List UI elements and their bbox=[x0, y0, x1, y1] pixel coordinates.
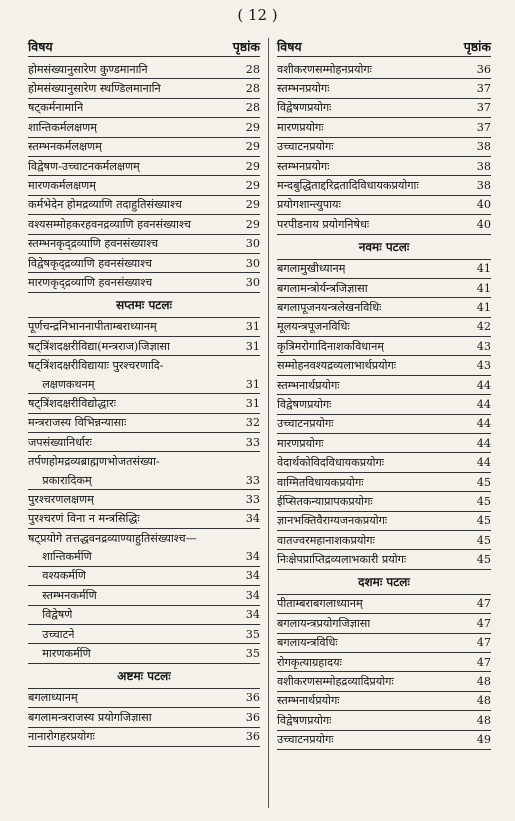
chapter-heading: सप्तमः पटलः bbox=[28, 293, 260, 318]
subject-heading: विषय bbox=[28, 39, 53, 54]
toc-entry bbox=[28, 708, 260, 727]
entry-page-number: 43 bbox=[476, 339, 491, 353]
toc-entry bbox=[28, 79, 260, 98]
entry-page-number: 28 bbox=[245, 101, 260, 115]
entry-page-number: 38 bbox=[476, 159, 491, 173]
toc-entry bbox=[277, 473, 491, 492]
entry-page-number: 48 bbox=[476, 675, 491, 689]
entry-title: वश्यसम्मोहकरहवनद्रव्याणि हवनसंख्याश्च bbox=[28, 217, 191, 231]
toc-entry bbox=[28, 606, 260, 625]
entry-page-number: 49 bbox=[476, 733, 491, 747]
entry-title: विद्वेषणप्रयोगः bbox=[277, 397, 332, 411]
entry-title: प्रयोगशान्त्युपायः bbox=[277, 198, 341, 212]
entry-page-number: 29 bbox=[245, 217, 260, 231]
toc-entry bbox=[277, 531, 491, 550]
entry-title: तर्पणहोमद्रव्यब्राह्मणभोजतसंख्या- bbox=[28, 455, 160, 469]
entry-title: स्तम्भनप्रयोगः bbox=[277, 82, 330, 96]
entry-page-number: 36 bbox=[245, 710, 260, 724]
entry-page-number: 37 bbox=[476, 82, 491, 96]
entry-title: ईप्सितकन्याप्रापकप्रयोगः bbox=[277, 494, 373, 508]
entry-title: विद्वेषणप्रयोगः bbox=[277, 101, 332, 115]
toc-entry bbox=[28, 728, 260, 747]
entry-page-number: 48 bbox=[476, 694, 491, 708]
entry-page-number: 28 bbox=[245, 82, 260, 96]
chapter-heading: दशमः पटलः bbox=[277, 570, 491, 595]
toc-entry bbox=[277, 653, 491, 672]
entry-title: बगलाध्यानम् bbox=[28, 691, 78, 705]
entry-title: पूर्णचन्द्रनिभाननापीताम्बराध्यानम् bbox=[28, 320, 157, 334]
toc-entries bbox=[277, 60, 491, 750]
page-heading: पृष्ठांक bbox=[463, 39, 491, 54]
entry-title: निःक्षेपप्राप्तिद्रव्यलाभकारी प्रयोगः bbox=[277, 553, 407, 567]
toc-entry bbox=[277, 260, 491, 279]
entry-title: उच्चाटनप्रयोगः bbox=[277, 417, 334, 431]
entry-title: विद्वेषणे bbox=[28, 608, 73, 622]
entry-page-number: 45 bbox=[476, 494, 491, 508]
entry-page-number: 45 bbox=[476, 514, 491, 528]
entry-page-number: 30 bbox=[245, 275, 260, 289]
column-header bbox=[28, 38, 260, 57]
toc-entry bbox=[28, 273, 260, 292]
entry-title: स्तम्भनकृद्द्रव्याणि हवनसंख्याश्च bbox=[28, 237, 159, 251]
entry-title: नानारोगहरप्रयोगः bbox=[28, 730, 95, 744]
toc-entry bbox=[277, 60, 491, 79]
entry-title: पुरश्चरणलक्षणम् bbox=[28, 492, 94, 506]
toc-entry bbox=[28, 547, 260, 566]
entry-title: मारणप्रयोगः bbox=[277, 120, 324, 134]
entry-page-number: 28 bbox=[245, 62, 260, 76]
entry-title: लक्षणकथनम् bbox=[28, 377, 95, 391]
chapter-heading: नवमः पटलः bbox=[277, 235, 491, 260]
entry-page-number: 45 bbox=[476, 533, 491, 547]
entry-page-number: 47 bbox=[476, 655, 491, 669]
entry-page-number: 30 bbox=[245, 256, 260, 270]
entry-title: परपीडनाय प्रयोगनिषेधः bbox=[277, 217, 370, 231]
entry-title: षट्त्रिंशदक्षरीविद्योद्धारः bbox=[28, 396, 116, 410]
entry-page-number: 41 bbox=[476, 300, 491, 314]
entry-title: स्तम्भनार्थप्रयोगः bbox=[277, 694, 340, 708]
toc-entry bbox=[28, 176, 260, 195]
entry-title: कृत्रिमरोगादिनाशकविधानम् bbox=[277, 339, 384, 353]
entry-title: बगलायन्त्रविधिः bbox=[277, 636, 338, 650]
entry-title: उच्चाटनप्रयोगः bbox=[277, 733, 334, 747]
entry-page-number: 35 bbox=[245, 647, 260, 661]
entry-title: मन्त्रराजस्य विभिन्नन्यासाः bbox=[28, 416, 127, 430]
toc-entry bbox=[28, 433, 260, 452]
entry-title: शान्तिकर्मलक्षणम् bbox=[28, 120, 97, 134]
entry-title: बगलामन्त्रोर्यन्त्रजिज्ञासा bbox=[277, 281, 368, 295]
toc-entry bbox=[277, 614, 491, 633]
entry-page-number: 44 bbox=[476, 378, 491, 392]
entry-page-number: 45 bbox=[476, 553, 491, 567]
entry-title: पीताम्बराबगलाध्यानम् bbox=[277, 597, 363, 611]
toc-entry bbox=[277, 711, 491, 730]
toc-entry bbox=[28, 490, 260, 509]
toc-right-column bbox=[277, 38, 491, 750]
toc-entry bbox=[28, 567, 260, 586]
toc-entry bbox=[277, 79, 491, 98]
entry-title: वाग्मितविधायकप्रयोगः bbox=[277, 475, 364, 489]
toc-entry bbox=[28, 644, 260, 663]
entry-title: पुरश्चरणं विना न मन्त्रसिद्धिः bbox=[28, 512, 140, 526]
toc-entry bbox=[277, 279, 491, 298]
toc-entry bbox=[277, 215, 491, 234]
toc-entry bbox=[28, 138, 260, 157]
toc-entry bbox=[28, 157, 260, 176]
entry-page-number: 41 bbox=[476, 281, 491, 295]
column-divider bbox=[268, 38, 269, 808]
toc-entry bbox=[277, 453, 491, 472]
entry-page-number: 47 bbox=[476, 636, 491, 650]
toc-entry bbox=[277, 196, 491, 215]
toc-entry bbox=[28, 471, 260, 490]
toc-entry bbox=[277, 634, 491, 653]
entry-title: शान्तिकर्मणि bbox=[28, 550, 92, 564]
entry-title: बगलायन्त्रप्रयोगजिज्ञासा bbox=[277, 616, 371, 630]
toc-left-column bbox=[28, 38, 260, 747]
subject-heading: विषय bbox=[277, 39, 302, 54]
toc-entry bbox=[28, 215, 260, 234]
toc-entry bbox=[277, 395, 491, 414]
toc-entry bbox=[28, 689, 260, 708]
toc-entry bbox=[277, 731, 491, 750]
entry-title: स्तम्भनकर्मलक्षणम् bbox=[28, 140, 102, 154]
entry-page-number: 34 bbox=[245, 608, 260, 622]
entry-title: सम्मोहनवश्यद्रव्यलाभार्थप्रयोगः bbox=[277, 359, 397, 373]
entry-title: उच्चाटनप्रयोगः bbox=[277, 140, 334, 154]
entry-page-number: 40 bbox=[476, 198, 491, 212]
entry-title: मारणप्रयोगः bbox=[277, 436, 324, 450]
toc-entry bbox=[28, 337, 260, 356]
entry-page-number: 29 bbox=[245, 140, 260, 154]
entry-page-number: 34 bbox=[245, 512, 260, 526]
entry-page-number: 37 bbox=[476, 120, 491, 134]
entry-page-number: 47 bbox=[476, 597, 491, 611]
entry-page-number: 43 bbox=[476, 359, 491, 373]
toc-entry bbox=[277, 298, 491, 317]
entry-page-number: 48 bbox=[476, 713, 491, 727]
entry-page-number: 47 bbox=[476, 616, 491, 630]
entry-page-number: 36 bbox=[245, 691, 260, 705]
toc-entry bbox=[28, 60, 260, 79]
entry-title: स्तम्भनकर्मणि bbox=[28, 588, 97, 602]
toc-entry bbox=[277, 434, 491, 453]
toc-entry bbox=[28, 235, 260, 254]
entry-title: षट्प्रयोगे तत्तद्धवनद्रव्याण्याहुतिसंख्याश्च— bbox=[28, 531, 197, 545]
chapter-heading: अष्टमः पटलः bbox=[28, 664, 260, 689]
toc-entry bbox=[28, 118, 260, 137]
entry-title: विद्वेषकृद्द्रव्याणि हवनसंख्याश्च bbox=[28, 256, 152, 270]
toc-entry bbox=[277, 550, 491, 569]
entry-title: कर्मभेदेन होमद्रव्याणि तदाहुतिसंख्याश्च bbox=[28, 198, 182, 212]
entry-page-number: 34 bbox=[245, 569, 260, 583]
entry-title: वशीकरणसम्मोहनप्रयोगः bbox=[277, 62, 372, 76]
entry-title: बगलापूजनयन्त्रलेखनविधिः bbox=[277, 300, 382, 314]
entry-title: ज्ञानभक्तिवैराग्यजनकप्रयोगः bbox=[277, 514, 388, 528]
toc-entry bbox=[28, 99, 260, 118]
toc-entry bbox=[277, 356, 491, 375]
entry-title: उच्चाटने bbox=[28, 627, 75, 641]
entry-title: स्तम्भनार्थप्रयोगः bbox=[277, 378, 340, 392]
toc-entry bbox=[277, 118, 491, 137]
entry-title: वातज्वरमहानाशकप्रयोगः bbox=[277, 533, 375, 547]
entry-title: षट्त्रिंशदक्षरीविद्या(मन्त्रराज)जिज्ञासा bbox=[28, 339, 171, 353]
entry-page-number: 36 bbox=[476, 62, 491, 76]
entry-page-number: 44 bbox=[476, 436, 491, 450]
entry-page-number: 29 bbox=[245, 159, 260, 173]
entry-page-number: 41 bbox=[476, 262, 491, 276]
entry-page-number: 31 bbox=[245, 320, 260, 334]
toc-entry bbox=[277, 692, 491, 711]
entry-title: जपसंख्यानिर्धारः bbox=[28, 435, 92, 449]
entry-title: बगलामुखीध्यानम् bbox=[277, 262, 346, 276]
toc-entry bbox=[28, 414, 260, 433]
entry-page-number: 32 bbox=[245, 416, 260, 430]
toc-entries bbox=[28, 60, 260, 747]
toc-entry bbox=[28, 586, 260, 605]
toc-entry bbox=[277, 492, 491, 511]
toc-entry bbox=[28, 318, 260, 337]
toc-entry bbox=[277, 157, 491, 176]
entry-page-number: 33 bbox=[245, 435, 260, 449]
entry-page-number: 40 bbox=[476, 217, 491, 231]
entry-page-number: 44 bbox=[476, 397, 491, 411]
entry-page-number: 34 bbox=[245, 588, 260, 602]
entry-title: स्तम्भनप्रयोगः bbox=[277, 159, 330, 173]
entry-title: प्रकारादिकम् bbox=[28, 473, 92, 487]
toc-entry bbox=[277, 672, 491, 691]
entry-page-number: 29 bbox=[245, 198, 260, 212]
entry-title: मारणकृद्द्रव्याणि हवनसंख्याश्च bbox=[28, 275, 153, 289]
entry-title: वश्यकर्मणि bbox=[28, 569, 86, 583]
toc-entry bbox=[277, 512, 491, 531]
toc-entry bbox=[277, 138, 491, 157]
entry-page-number: 31 bbox=[245, 339, 260, 353]
entry-page-number: 34 bbox=[245, 550, 260, 564]
entry-title: मारणकर्मलक्षणम् bbox=[28, 179, 96, 193]
entry-title: विद्वेषणप्रयोगः bbox=[277, 713, 332, 727]
entry-page-number: 44 bbox=[476, 417, 491, 431]
entry-page-number: 36 bbox=[245, 730, 260, 744]
entry-page-number: 29 bbox=[245, 120, 260, 134]
toc-entry bbox=[277, 595, 491, 614]
toc-entry bbox=[277, 415, 491, 434]
toc-entry bbox=[28, 625, 260, 644]
page-number: ( 12 ) bbox=[237, 6, 278, 24]
toc-entry bbox=[28, 529, 260, 547]
entry-title: होमसंख्यानुसारेण स्थण्डिलमानानि bbox=[28, 82, 161, 96]
toc-entry bbox=[277, 376, 491, 395]
entry-page-number: 31 bbox=[245, 377, 260, 391]
entry-title: षट्कर्मनामानि bbox=[28, 101, 84, 115]
toc-entry bbox=[277, 176, 491, 195]
entry-title: वशीकरणसम्मोहद्रव्यादिप्रयोगः bbox=[277, 675, 394, 689]
toc-entry bbox=[277, 337, 491, 356]
column-header bbox=[277, 38, 491, 57]
entry-page-number: 45 bbox=[476, 475, 491, 489]
entry-title: मारणकर्मणि bbox=[28, 647, 91, 661]
toc-entry bbox=[28, 356, 260, 374]
entry-title: रोगकृत्याग्रहादयः bbox=[277, 655, 342, 669]
toc-entry bbox=[28, 375, 260, 394]
entry-page-number: 44 bbox=[476, 456, 491, 470]
entry-page-number: 42 bbox=[476, 320, 491, 334]
entry-page-number: 38 bbox=[476, 179, 491, 193]
entry-page-number: 38 bbox=[476, 140, 491, 154]
entry-page-number: 29 bbox=[245, 179, 260, 193]
toc-entry bbox=[277, 99, 491, 118]
entry-title: षट्त्रिंशदक्षरीविद्यायाः पुरश्चरणादि- bbox=[28, 359, 164, 373]
toc-entry bbox=[28, 452, 260, 470]
entry-title: विद्वेषण-उच्चाटनकर्मलक्षणम् bbox=[28, 159, 140, 173]
entry-page-number: 35 bbox=[245, 627, 260, 641]
entry-page-number: 33 bbox=[245, 492, 260, 506]
entry-page-number: 31 bbox=[245, 396, 260, 410]
entry-title: बगलामन्त्रराजस्य प्रयोगजिज्ञासा bbox=[28, 710, 152, 724]
entry-page-number: 33 bbox=[245, 473, 260, 487]
toc-entry bbox=[28, 510, 260, 529]
toc-entry bbox=[28, 254, 260, 273]
entry-title: मन्दबुद्धिताद्दरिद्रतादिविधायकप्रयोगाः bbox=[277, 179, 419, 193]
entry-title: होमसंख्यानुसारेण कुण्डमानानि bbox=[28, 62, 148, 76]
toc-entry bbox=[28, 394, 260, 413]
entry-title: वेदार्थकोविदविधायकप्रयोगः bbox=[277, 456, 385, 470]
page-heading: पृष्ठांक bbox=[232, 39, 260, 54]
toc-entry bbox=[277, 318, 491, 337]
toc-entry bbox=[28, 196, 260, 215]
entry-page-number: 37 bbox=[476, 101, 491, 115]
entry-title: मूलयन्त्रपूजनविधिः bbox=[277, 320, 350, 334]
entry-page-number: 30 bbox=[245, 237, 260, 251]
